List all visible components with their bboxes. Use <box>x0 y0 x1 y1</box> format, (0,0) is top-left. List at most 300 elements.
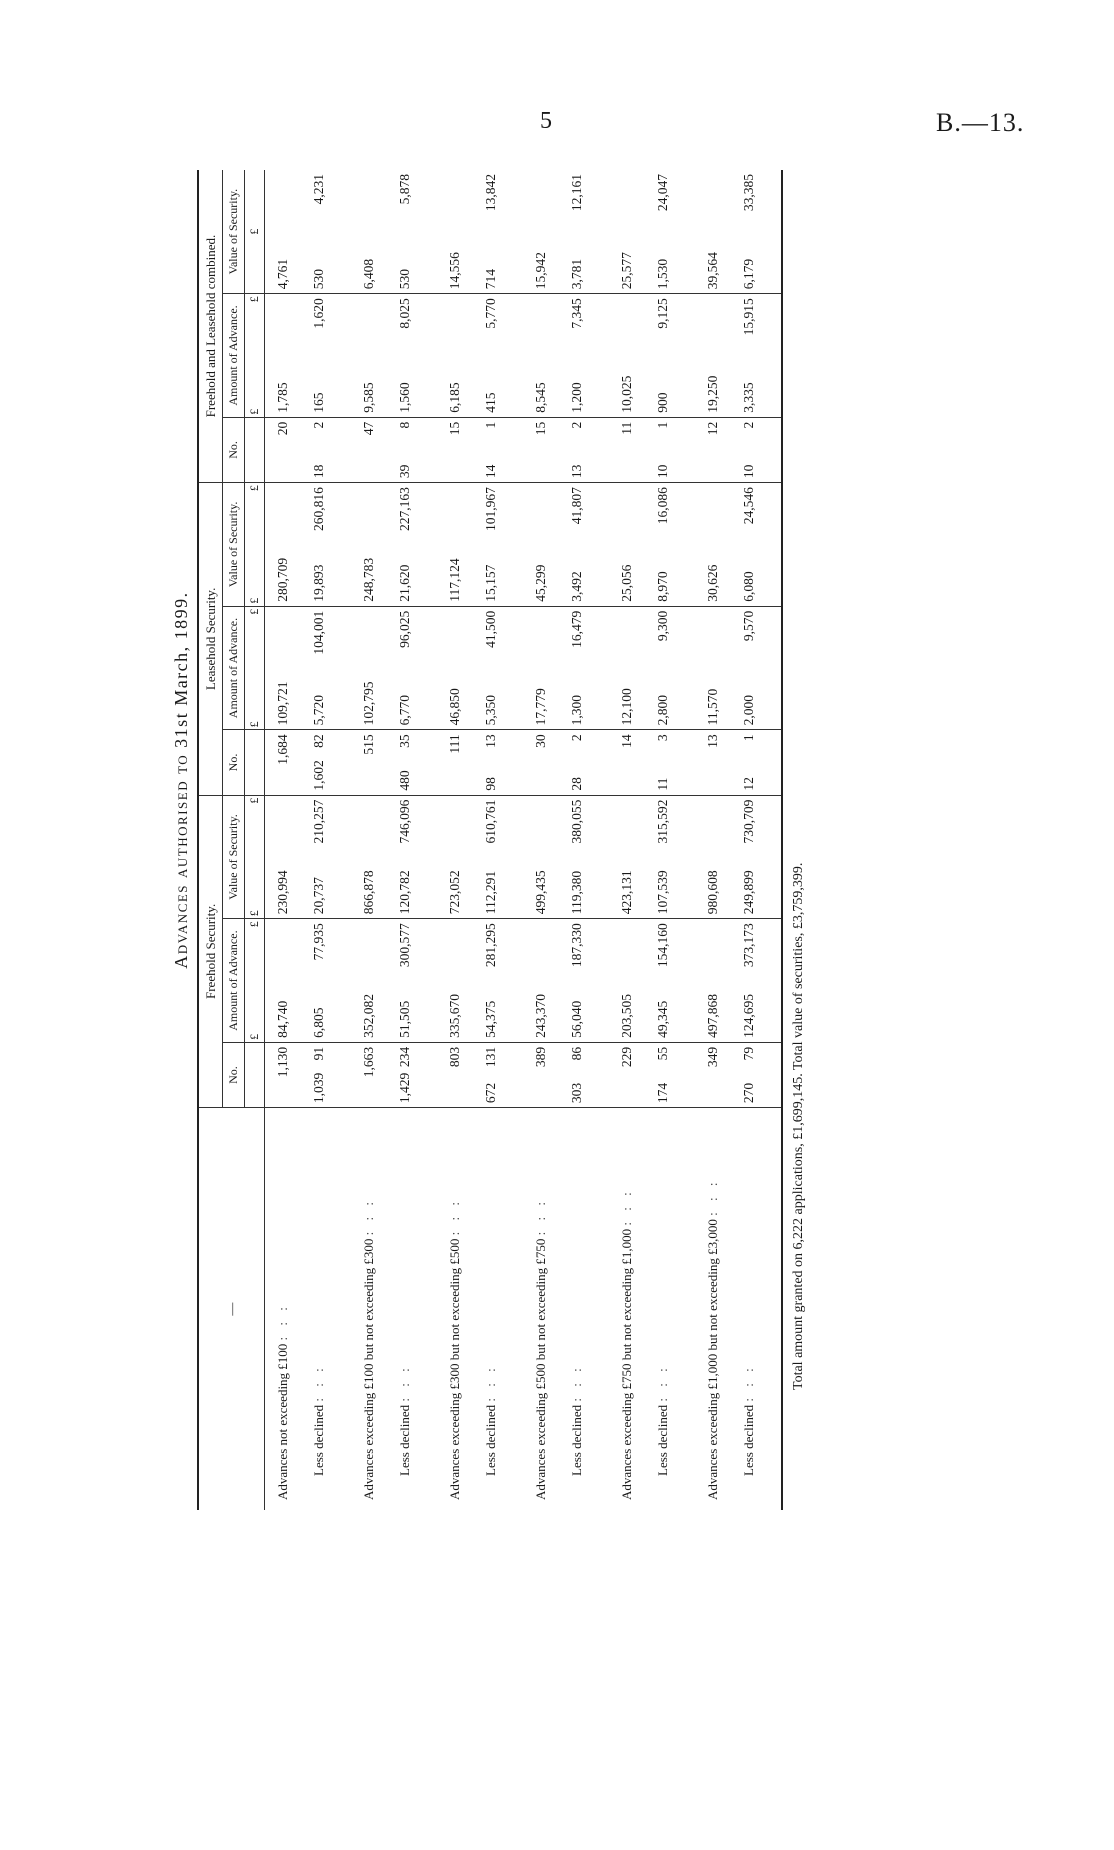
value: 248,783 <box>361 557 376 602</box>
net-count: 10 <box>655 464 670 479</box>
declined-value: 3,492 <box>569 571 584 602</box>
declined-count: 79 <box>741 1046 756 1061</box>
advance-category-row <box>523 170 559 1510</box>
net-amount: 16,479 <box>569 610 584 648</box>
row-label: Advances exceeding £750 but not exceeding £1,000 : : : <box>619 1188 634 1500</box>
cell-value <box>731 795 782 919</box>
declined-amount: 49,345 <box>655 1000 670 1038</box>
header-amount: Amount of Advance. <box>223 294 245 418</box>
declined-count: 86 <box>569 1046 584 1061</box>
declined-amount: 3,335 <box>741 382 756 413</box>
net-amount: 1,620 <box>311 298 326 329</box>
cell-no <box>645 417 695 482</box>
net-count: 39 <box>397 464 412 479</box>
less-declined-row <box>559 170 609 1510</box>
less-declined-row <box>473 170 523 1510</box>
declined-value: 120,782 <box>397 870 412 915</box>
cell-value <box>645 483 695 607</box>
cell-no <box>351 417 387 482</box>
less-declined-row <box>645 170 695 1510</box>
cell-value <box>559 170 609 294</box>
net-amount: 15,915 <box>741 298 756 336</box>
advance-category-row <box>609 170 645 1510</box>
amount: 19,250 <box>705 375 720 413</box>
declined-amount: 1,300 <box>569 694 584 726</box>
declined-amount: 5,350 <box>483 694 498 726</box>
row-label-text: Less declined <box>569 1404 584 1476</box>
declined-count: 35 <box>397 734 412 748</box>
amount: 46,850 <box>447 688 462 726</box>
cell-no <box>387 1042 437 1107</box>
value: 280,709 <box>275 557 290 602</box>
cell-no <box>351 1042 387 1107</box>
net-value: 210,257 <box>311 799 326 844</box>
declined-count: 8 <box>397 421 412 429</box>
amount: 11,570 <box>705 688 720 726</box>
amount: 497,868 <box>705 994 720 1038</box>
cell-value <box>559 483 609 607</box>
row-label-text: Advances exceeding £750 but not exceeding £1,000 <box>619 1228 634 1500</box>
value: 499,435 <box>533 870 548 915</box>
cell-amount <box>645 294 695 418</box>
net-amount: 5,770 <box>483 298 498 329</box>
cell-no <box>351 730 387 795</box>
count: 14 <box>619 734 634 748</box>
cell-value <box>609 795 645 919</box>
cell-amount <box>695 294 731 418</box>
cell-no <box>731 1042 782 1107</box>
unit-currency: £ £ <box>245 606 265 730</box>
header-amount: Amount of Advance. <box>223 606 245 730</box>
unit-currency: £ <box>245 170 265 294</box>
cell-amount <box>265 294 302 418</box>
net-count: 303 <box>569 1082 584 1104</box>
net-amount: 9,125 <box>655 298 670 329</box>
row-label: Less declined : : : <box>569 1364 584 1476</box>
cell-value <box>523 170 559 294</box>
document-reference: B.—13. <box>936 108 1025 137</box>
amount: 109,721 <box>275 681 290 726</box>
declined-count: 2 <box>569 421 584 429</box>
header-combined: Freehold and Leasehold combined. <box>198 170 223 483</box>
declined-amount: 2,800 <box>655 694 670 726</box>
value: 723,052 <box>447 870 462 915</box>
cell-amount <box>437 294 473 418</box>
cell-no <box>523 730 559 795</box>
cell-amount <box>609 294 645 418</box>
count: 349 <box>705 1046 720 1068</box>
declined-amount: 51,505 <box>397 1000 412 1038</box>
cell-value <box>695 795 731 919</box>
cell-no <box>387 417 437 482</box>
advance-category-row <box>265 170 302 1510</box>
row-label-text: Less declined <box>311 1404 326 1476</box>
net-value: 610,761 <box>483 799 498 844</box>
less-declined-row <box>301 170 351 1510</box>
declined-amount: 415 <box>483 392 498 413</box>
cell-amount <box>523 606 559 730</box>
cell-value <box>523 795 559 919</box>
cell-no <box>731 417 782 482</box>
net-count: 1,039 <box>311 1072 326 1104</box>
cell-no <box>473 417 523 482</box>
cell-value <box>301 795 351 919</box>
net-count: 11 <box>655 777 670 791</box>
cell-no <box>695 730 731 795</box>
cell-value <box>265 170 302 294</box>
declined-value: 6,080 <box>741 571 756 602</box>
cell-value <box>695 483 731 607</box>
header-freehold: Freehold Security. <box>198 795 223 1108</box>
cell-no <box>437 417 473 482</box>
cell-amount <box>559 606 609 730</box>
less-declined-row <box>387 170 437 1510</box>
net-value: 24,047 <box>655 174 670 212</box>
net-amount: 281,295 <box>483 923 498 968</box>
header-value: Value of Security. <box>223 483 245 607</box>
cell-amount <box>265 919 302 1043</box>
count: 47 <box>361 421 376 436</box>
amount: 9,585 <box>361 382 376 413</box>
net-value: 730,709 <box>741 799 756 844</box>
declined-count: 234 <box>397 1046 412 1068</box>
cell-no <box>559 1042 609 1107</box>
cell-no <box>265 730 302 795</box>
unit-blank <box>245 730 265 795</box>
value: 39,564 <box>705 252 720 290</box>
net-value: 227,163 <box>397 487 412 531</box>
amount: 8,545 <box>533 382 548 413</box>
count: 12 <box>705 421 720 436</box>
header-no: No. <box>223 730 245 795</box>
declined-amount: 6,770 <box>397 694 412 726</box>
unit-blank <box>245 1042 265 1107</box>
value: 4,761 <box>275 258 290 290</box>
count: 111 <box>447 734 462 754</box>
row-label: Less declined : : : <box>655 1364 670 1476</box>
declined-count: 2 <box>741 421 756 429</box>
cell-amount <box>473 919 523 1043</box>
count: 11 <box>619 421 634 435</box>
cell-amount <box>731 294 782 418</box>
net-value: 746,096 <box>397 799 412 844</box>
amount: 17,779 <box>533 688 548 726</box>
count: 515 <box>361 734 376 755</box>
cell-amount <box>351 606 387 730</box>
cell-value <box>645 170 695 294</box>
cell-value <box>437 483 473 607</box>
declined-amount: 54,375 <box>483 1000 498 1038</box>
cell-no <box>301 1042 351 1107</box>
net-count: 13 <box>569 464 584 479</box>
cell-amount <box>731 606 782 730</box>
declined-amount: 56,040 <box>569 1000 584 1038</box>
amount: 102,795 <box>361 681 376 726</box>
cell-amount <box>301 919 351 1043</box>
declined-value: 3,781 <box>569 258 584 290</box>
net-value: 16,086 <box>655 487 670 525</box>
net-value: 41,807 <box>569 487 584 525</box>
table-footnote: Total amount granted on 6,222 applications, £1,699,145. Total value of securities, £3,759,399. <box>791 862 806 1390</box>
net-count: 672 <box>483 1082 498 1104</box>
cell-amount <box>559 919 609 1043</box>
declined-value: 8,970 <box>655 571 670 602</box>
count: 20 <box>275 421 290 436</box>
declined-value: 19,893 <box>311 564 326 602</box>
value: 866,878 <box>361 870 376 915</box>
net-amount: 9,300 <box>655 610 670 642</box>
net-value: 13,842 <box>483 174 498 212</box>
cell-value <box>731 483 782 607</box>
net-count: 18 <box>311 464 326 479</box>
cell-no <box>645 730 695 795</box>
declined-value: 6,179 <box>741 258 756 290</box>
cell-no <box>523 1042 559 1107</box>
count: 803 <box>447 1046 462 1068</box>
cell-value <box>559 795 609 919</box>
amount: 352,082 <box>361 994 376 1038</box>
amount: 6,185 <box>447 382 462 413</box>
row-label-text: Less declined <box>483 1404 498 1476</box>
cell-amount <box>473 294 523 418</box>
cell-amount <box>609 919 645 1043</box>
cell-amount <box>695 919 731 1043</box>
row-label-text: Less declined <box>741 1404 756 1476</box>
cell-value <box>473 483 523 607</box>
net-amount: 300,577 <box>397 923 412 968</box>
amount: 203,505 <box>619 994 634 1038</box>
amount: 84,740 <box>275 1000 290 1038</box>
value: 117,124 <box>447 558 462 602</box>
row-label-text: Less declined <box>397 1404 412 1476</box>
net-amount: 41,500 <box>483 610 498 648</box>
declined-count: 131 <box>483 1046 498 1068</box>
advance-category-row <box>695 170 731 1510</box>
cell-no <box>609 417 645 482</box>
cell-no <box>301 417 351 482</box>
cell-value <box>609 483 645 607</box>
row-label-text: Advances exceeding £300 but not exceeding £500 <box>447 1238 462 1500</box>
count: 1,663 <box>361 1046 376 1078</box>
count: 1,684 <box>275 734 290 765</box>
header-value: Value of Security. <box>223 170 245 294</box>
net-amount: 373,173 <box>741 923 756 968</box>
cell-value <box>351 795 387 919</box>
count: 229 <box>619 1046 634 1068</box>
net-value: 5,878 <box>397 174 412 205</box>
declined-count: 1 <box>741 734 756 742</box>
net-amount: 7,345 <box>569 298 584 329</box>
declined-value: 20,737 <box>311 877 326 915</box>
row-label: Advances exceeding £1,000 but not exceeding £3,000 : : : <box>705 1178 720 1500</box>
cell-no <box>265 417 302 482</box>
net-count: 174 <box>655 1082 670 1104</box>
row-label: Less declined : : : <box>483 1364 498 1476</box>
declined-value: 21,620 <box>397 564 412 602</box>
amount: 335,670 <box>447 994 462 1038</box>
declined-amount: 1,200 <box>569 382 584 413</box>
net-value: 380,055 <box>569 799 584 844</box>
cell-amount <box>301 294 351 418</box>
declined-amount: 2,000 <box>741 694 756 726</box>
page-number: 5 <box>540 108 552 134</box>
cell-no <box>645 1042 695 1107</box>
header-no: No. <box>223 417 245 482</box>
row-label-text: Advances exceeding £1,000 but not exceeding £3,000 <box>705 1219 720 1500</box>
advances-table <box>197 170 783 1510</box>
header-amount: Amount of Advance. <box>223 919 245 1043</box>
amount: 10,025 <box>619 375 634 413</box>
value: 45,299 <box>533 564 548 602</box>
cell-no <box>731 730 782 795</box>
count: 389 <box>533 1046 548 1068</box>
declined-value: 530 <box>397 268 412 290</box>
cell-value <box>387 795 437 919</box>
cell-amount <box>645 919 695 1043</box>
declined-value: 112,291 <box>483 870 498 915</box>
table-body <box>265 170 783 1510</box>
cell-value <box>473 795 523 919</box>
cell-no <box>301 730 351 795</box>
value: 6,408 <box>361 258 376 290</box>
cell-no <box>437 730 473 795</box>
unit-currency: £ £ <box>245 294 265 418</box>
count: 1,130 <box>275 1046 290 1078</box>
cell-amount <box>437 606 473 730</box>
unit-currency: £ £ <box>245 483 265 607</box>
cell-amount <box>351 919 387 1043</box>
cell-no <box>473 1042 523 1107</box>
title-date: 31st March, 1899. <box>171 591 191 748</box>
header-leasehold: Leasehold Security. <box>198 483 223 796</box>
cell-value <box>523 483 559 607</box>
cell-amount <box>437 919 473 1043</box>
cell-value <box>265 483 302 607</box>
declined-count: 2 <box>569 734 584 742</box>
net-count: 12 <box>741 777 756 791</box>
net-amount: 8,025 <box>397 298 412 329</box>
net-count: 98 <box>483 777 498 791</box>
cell-value <box>645 795 695 919</box>
row-label-text: Advances not exceeding £100 <box>275 1343 290 1500</box>
cell-amount <box>523 919 559 1043</box>
net-count: 270 <box>741 1082 756 1104</box>
declined-count: 82 <box>311 734 326 748</box>
value: 230,994 <box>275 870 290 915</box>
value: 423,131 <box>619 870 634 915</box>
row-label: Advances exceeding £300 but not exceeding £500 : : : <box>447 1198 462 1500</box>
net-value: 101,967 <box>483 487 498 531</box>
cell-value <box>695 170 731 294</box>
cell-no <box>609 1042 645 1107</box>
cell-value <box>265 795 302 919</box>
cell-value <box>437 795 473 919</box>
cell-amount <box>695 606 731 730</box>
row-label-text: Less declined <box>655 1404 670 1476</box>
cell-no <box>437 1042 473 1107</box>
title-prefix: Advances authorised to <box>171 753 191 969</box>
value: 14,556 <box>447 252 462 290</box>
net-amount: 96,025 <box>397 610 412 648</box>
cell-value <box>301 483 351 607</box>
declined-count: 2 <box>311 421 326 429</box>
cell-amount <box>645 606 695 730</box>
declined-amount: 165 <box>311 392 326 413</box>
count: 30 <box>533 734 548 748</box>
cell-amount <box>731 919 782 1043</box>
declined-value: 714 <box>483 268 498 290</box>
declined-amount: 6,805 <box>311 1007 326 1038</box>
cell-value <box>387 170 437 294</box>
cell-no <box>609 730 645 795</box>
cell-value <box>351 483 387 607</box>
cell-value <box>437 170 473 294</box>
count: 15 <box>533 421 548 436</box>
net-count: 1,602 <box>311 760 326 791</box>
declined-count: 13 <box>483 734 498 748</box>
value: 980,608 <box>705 870 720 915</box>
unit-currency: £ £ <box>245 919 265 1043</box>
net-value: 24,546 <box>741 487 756 525</box>
cell-no <box>559 417 609 482</box>
row-label-text: Advances exceeding £500 but not exceeding £750 <box>533 1238 548 1500</box>
row-label: Less declined : : : <box>741 1364 756 1476</box>
advance-category-row <box>351 170 387 1510</box>
net-value: 315,592 <box>655 799 670 844</box>
cell-no <box>473 730 523 795</box>
declined-value: 1,530 <box>655 258 670 290</box>
table-title <box>165 170 197 1390</box>
cell-no <box>265 1042 302 1107</box>
row-label: Less declined : : : <box>397 1364 412 1476</box>
declined-value: 107,539 <box>655 870 670 915</box>
declined-value: 119,380 <box>569 870 584 915</box>
cell-amount <box>387 606 437 730</box>
cell-value <box>609 170 645 294</box>
advances-table-block <box>165 170 915 1510</box>
amount: 1,785 <box>275 382 290 413</box>
declined-value: 530 <box>311 268 326 290</box>
cell-amount <box>559 294 609 418</box>
header-corner: — <box>198 1108 265 1510</box>
declined-count: 1 <box>483 421 498 429</box>
count: 15 <box>447 421 462 436</box>
declined-count: 1 <box>655 421 670 429</box>
cell-no <box>695 417 731 482</box>
net-value: 33,385 <box>741 174 756 212</box>
amount: 12,100 <box>619 688 634 726</box>
cell-amount <box>351 294 387 418</box>
net-count: 28 <box>569 777 584 791</box>
declined-value: 15,157 <box>483 564 498 602</box>
row-label: Less declined : : : <box>311 1364 326 1476</box>
net-amount: 9,570 <box>741 610 756 642</box>
cell-value <box>301 170 351 294</box>
cell-amount <box>609 606 645 730</box>
cell-amount <box>523 294 559 418</box>
cell-amount <box>387 294 437 418</box>
less-declined-row <box>731 170 782 1510</box>
cell-no <box>523 417 559 482</box>
cell-amount <box>473 606 523 730</box>
net-value: 12,161 <box>569 174 584 212</box>
unit-currency: £ £ <box>245 795 265 919</box>
amount: 243,370 <box>533 994 548 1038</box>
cell-amount <box>301 606 351 730</box>
net-count: 480 <box>397 770 412 791</box>
declined-amount: 124,695 <box>741 994 756 1038</box>
net-amount: 104,001 <box>311 610 326 655</box>
